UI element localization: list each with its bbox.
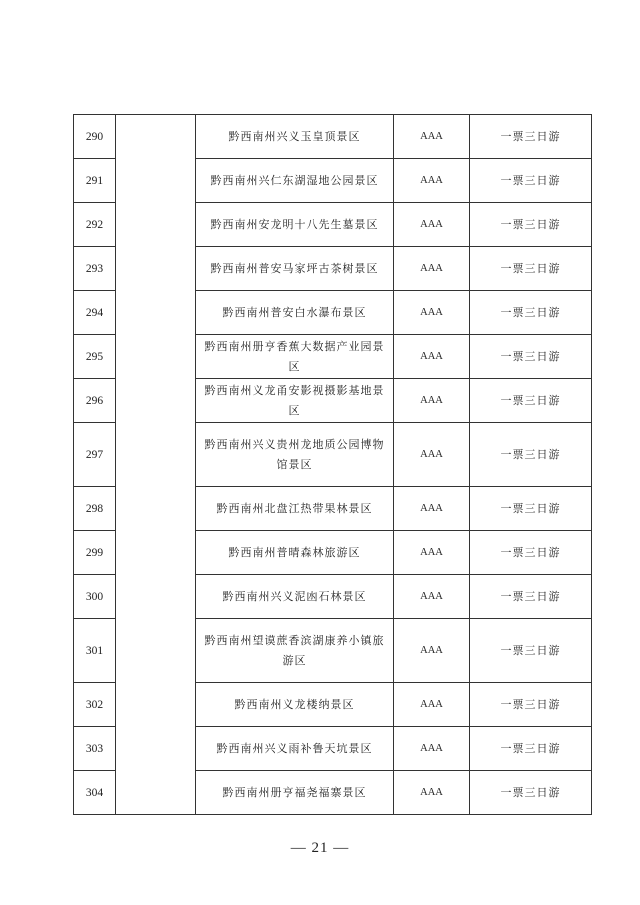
scenic-area-name: 黔西南州兴义贵州龙地质公园博物馆景区 — [196, 423, 394, 487]
table-row — [74, 335, 592, 379]
scenic-area-name: 黔西南州册亨福尧福寨景区 — [196, 771, 394, 815]
scenic-area-level: AAA — [394, 683, 470, 727]
table-body — [74, 115, 592, 815]
table-row — [74, 683, 592, 727]
ticket-policy: 一票三日游 — [470, 683, 592, 727]
scenic-area-name: 黔西南州兴义泥凼石林景区 — [196, 575, 394, 619]
scenic-area-name: 黔西南州望谟蔗香滨湖康养小镇旅游区 — [196, 619, 394, 683]
ticket-policy: 一票三日游 — [470, 379, 592, 423]
blank-cell — [116, 487, 196, 531]
row-number: 293 — [74, 247, 116, 291]
scenic-area-name: 黔西南州安龙明十八先生墓景区 — [196, 203, 394, 247]
blank-cell — [116, 159, 196, 203]
scenic-area-level: AAA — [394, 379, 470, 423]
ticket-policy: 一票三日游 — [470, 159, 592, 203]
blank-cell — [116, 575, 196, 619]
ticket-policy: 一票三日游 — [470, 575, 592, 619]
scenic-area-level: AAA — [394, 159, 470, 203]
table-row — [74, 727, 592, 771]
scenic-area-level: AAA — [394, 115, 470, 159]
scenic-area-table — [73, 114, 592, 815]
blank-cell — [116, 423, 196, 487]
scenic-area-name: 黔西南州北盘江热带果林景区 — [196, 487, 394, 531]
ticket-policy: 一票三日游 — [470, 531, 592, 575]
row-number: 291 — [74, 159, 116, 203]
table-row — [74, 531, 592, 575]
table-row — [74, 423, 592, 487]
table-row — [74, 575, 592, 619]
blank-cell — [116, 531, 196, 575]
scenic-area-name: 黔西南州义龙甬安影视摄影基地景区 — [196, 379, 394, 423]
ticket-policy: 一票三日游 — [470, 247, 592, 291]
scenic-area-level: AAA — [394, 727, 470, 771]
scenic-area-level: AAA — [394, 203, 470, 247]
table-row — [74, 247, 592, 291]
row-number: 300 — [74, 575, 116, 619]
table-row — [74, 115, 592, 159]
blank-cell — [116, 727, 196, 771]
blank-cell — [116, 203, 196, 247]
scenic-area-level: AAA — [394, 619, 470, 683]
ticket-policy: 一票三日游 — [470, 291, 592, 335]
scenic-area-level: AAA — [394, 291, 470, 335]
ticket-policy: 一票三日游 — [470, 487, 592, 531]
blank-cell — [116, 247, 196, 291]
blank-cell — [116, 335, 196, 379]
table-row — [74, 203, 592, 247]
ticket-policy: 一票三日游 — [470, 203, 592, 247]
table-row — [74, 619, 592, 683]
blank-cell — [116, 683, 196, 727]
row-number: 303 — [74, 727, 116, 771]
blank-cell — [116, 115, 196, 159]
scenic-area-name: 黔西南州普晴森林旅游区 — [196, 531, 394, 575]
row-number: 296 — [74, 379, 116, 423]
row-number: 290 — [74, 115, 116, 159]
table-row — [74, 379, 592, 423]
ticket-policy: 一票三日游 — [470, 423, 592, 487]
row-number: 304 — [74, 771, 116, 815]
row-number: 299 — [74, 531, 116, 575]
row-number: 294 — [74, 291, 116, 335]
scenic-area-level: AAA — [394, 771, 470, 815]
scenic-area-name: 黔西南州兴义玉皇顶景区 — [196, 115, 394, 159]
blank-cell — [116, 619, 196, 683]
row-number: 298 — [74, 487, 116, 531]
page-number: — 21 — — [290, 840, 350, 856]
table-row — [74, 291, 592, 335]
scenic-area-name: 黔西南州普安白水瀑布景区 — [196, 291, 394, 335]
row-number: 297 — [74, 423, 116, 487]
blank-cell — [116, 379, 196, 423]
row-number: 295 — [74, 335, 116, 379]
scenic-area-name: 黔西南州兴义雨补鲁天坑景区 — [196, 727, 394, 771]
row-number: 301 — [74, 619, 116, 683]
table-row — [74, 487, 592, 531]
row-number: 302 — [74, 683, 116, 727]
row-number: 292 — [74, 203, 116, 247]
scenic-area-name: 黔西南州义龙楼纳景区 — [196, 683, 394, 727]
ticket-policy: 一票三日游 — [470, 335, 592, 379]
ticket-policy: 一票三日游 — [470, 619, 592, 683]
scenic-area-level: AAA — [394, 531, 470, 575]
scenic-area-level: AAA — [394, 487, 470, 531]
table-row — [74, 771, 592, 815]
scenic-area-level: AAA — [394, 423, 470, 487]
ticket-policy: 一票三日游 — [470, 771, 592, 815]
scenic-area-name: 黔西南州普安马家坪古茶树景区 — [196, 247, 394, 291]
scenic-area-name: 黔西南州兴仁东湖湿地公园景区 — [196, 159, 394, 203]
blank-cell — [116, 771, 196, 815]
table-row — [74, 159, 592, 203]
scenic-area-name: 黔西南州册亨香蕉大数据产业园景区 — [196, 335, 394, 379]
blank-cell — [116, 291, 196, 335]
scenic-area-level: AAA — [394, 247, 470, 291]
ticket-policy: 一票三日游 — [470, 727, 592, 771]
ticket-policy: 一票三日游 — [470, 115, 592, 159]
scenic-area-level: AAA — [394, 575, 470, 619]
scenic-area-level: AAA — [394, 335, 470, 379]
